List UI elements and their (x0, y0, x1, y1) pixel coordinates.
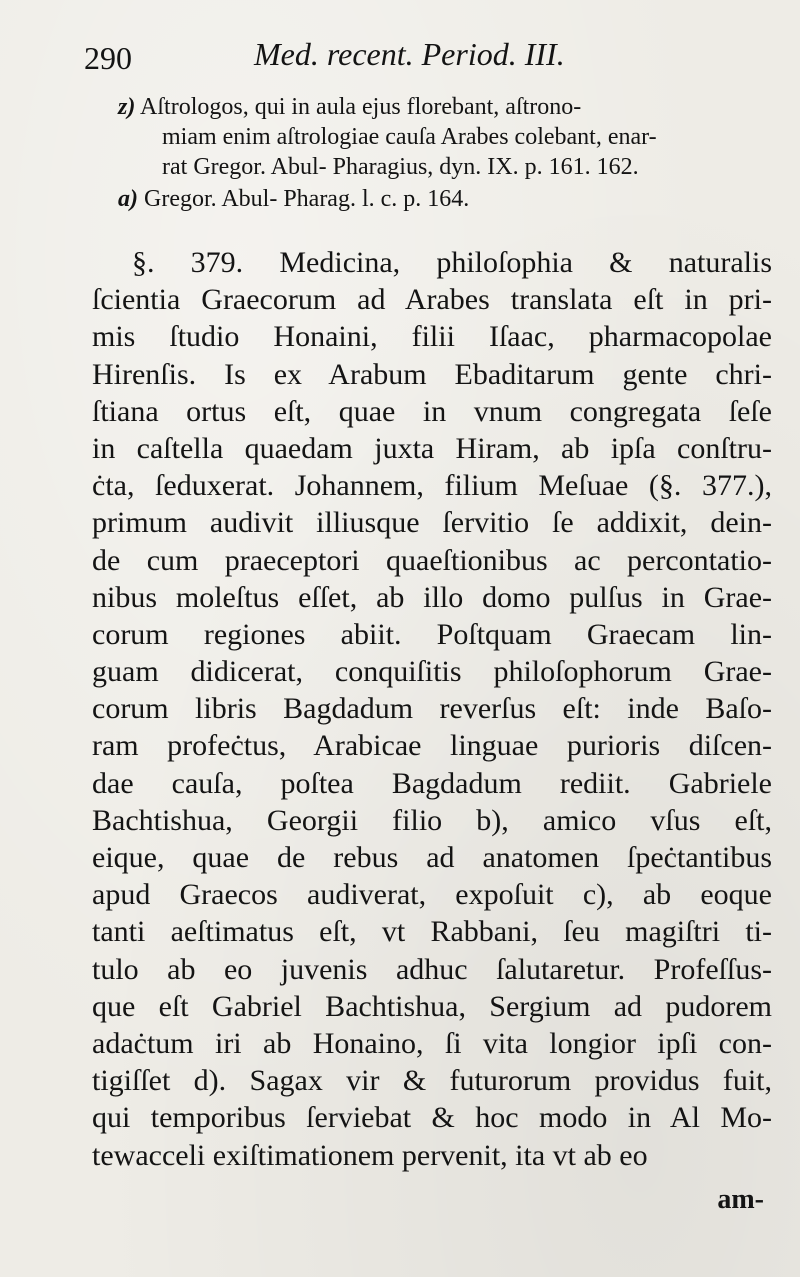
text-line: corum regiones abiit. Poſtquam Graecam lin- (92, 617, 772, 651)
footnote-mark: a) (118, 186, 138, 212)
text-line: tewacceli exiſtimationem pervenit, ita vt ab eo (92, 1138, 648, 1172)
page-header (84, 34, 724, 78)
text-line: Bachtishua, Georgii filio b), amico vſus eſt, (92, 803, 772, 837)
text-line: eique, quae de rebus ad anatomen ſpeċtantibus (92, 841, 772, 874)
footnote-mark: z) (118, 94, 136, 120)
text-line: nibus moleſtus eſſet, ab illo domo pulſus in Grae- (92, 580, 772, 614)
footnote-line: miam enim aſtrologiae cauſa Arabes colebant, enar- (162, 124, 657, 150)
text-line: in caſtella quaedam juxta Hiram, ab ipſa conſtru- (92, 431, 772, 465)
text-line: Hirenſis. Is ex Arabum Ebaditarum gente chri- (92, 357, 772, 391)
page-number: 290 (84, 40, 132, 76)
footnote-line (118, 184, 766, 214)
text-line: ſcientia Graecorum ad Arabes translata eſt in pri- (92, 283, 772, 317)
text-line: tanti aeſtimatus eſt, vt Rabbani, ſeu magiſtri ti- (92, 915, 772, 949)
body-text (92, 244, 772, 1174)
footnote-text: Gregor. Abul- Pharag. l. c. p. 164. (144, 186, 470, 212)
text-line: ram profeċtus, Arabicae linguae purioris diſcen- (92, 729, 772, 763)
text-line: primum audivit illiusque ſervitio ſe addixit, dein- (92, 506, 772, 540)
text-line: ſtiana ortus eſt, quae in vnum congregata ſeſe (92, 394, 772, 428)
text-line: §. 379. Medicina, philoſophia & naturalis (132, 246, 772, 279)
footnote-line (118, 92, 766, 122)
text-line: tigiſſet d). Sagax vir & futurorum providus fuit, (92, 1064, 772, 1098)
text-line: corum libris Bagdadum reverſus eſt: inde Baſo- (92, 692, 772, 726)
text-line: adaċtum iri ab Honaino, ſi vita longior ipſi con- (92, 1026, 772, 1060)
text-line: ċta, ſeduxerat. Johannem, filium Meſuae (§. 377.), (92, 469, 772, 503)
running-head: Med. recent. Period. III. (254, 36, 565, 72)
text-line: guam didicerat, conquiſitis philoſophorum Grae- (92, 655, 772, 689)
text-line: que eſt Gabriel Bachtishua, Sergium ad pudorem (92, 989, 772, 1023)
text-line: apud Graecos audiverat, expoſuit c), ab eoque (92, 878, 772, 912)
text-line: de cum praeceptori quaeſtionibus ac percontatio- (92, 543, 772, 577)
text-line: mis ſtudio Honaini, filii Iſaac, pharmacopolae (92, 320, 772, 354)
text-line: qui temporibus ſerviebat & hoc modo in Al Mo- (92, 1101, 772, 1135)
footnotes (118, 92, 766, 214)
catchword: am- (717, 1184, 764, 1215)
footnote-text: Aſtrologos, qui in aula ejus florebant, aſtrono- (140, 94, 582, 120)
text-line: tulo ab eo juvenis adhuc ſalutaretur. Profeſſus- (92, 952, 772, 986)
footnote-line: rat Gregor. Abul- Pharagius, dyn. IX. p. 161. 162. (162, 154, 639, 180)
text-line: dae cauſa, poſtea Bagdadum rediit. Gabriele (92, 766, 772, 800)
